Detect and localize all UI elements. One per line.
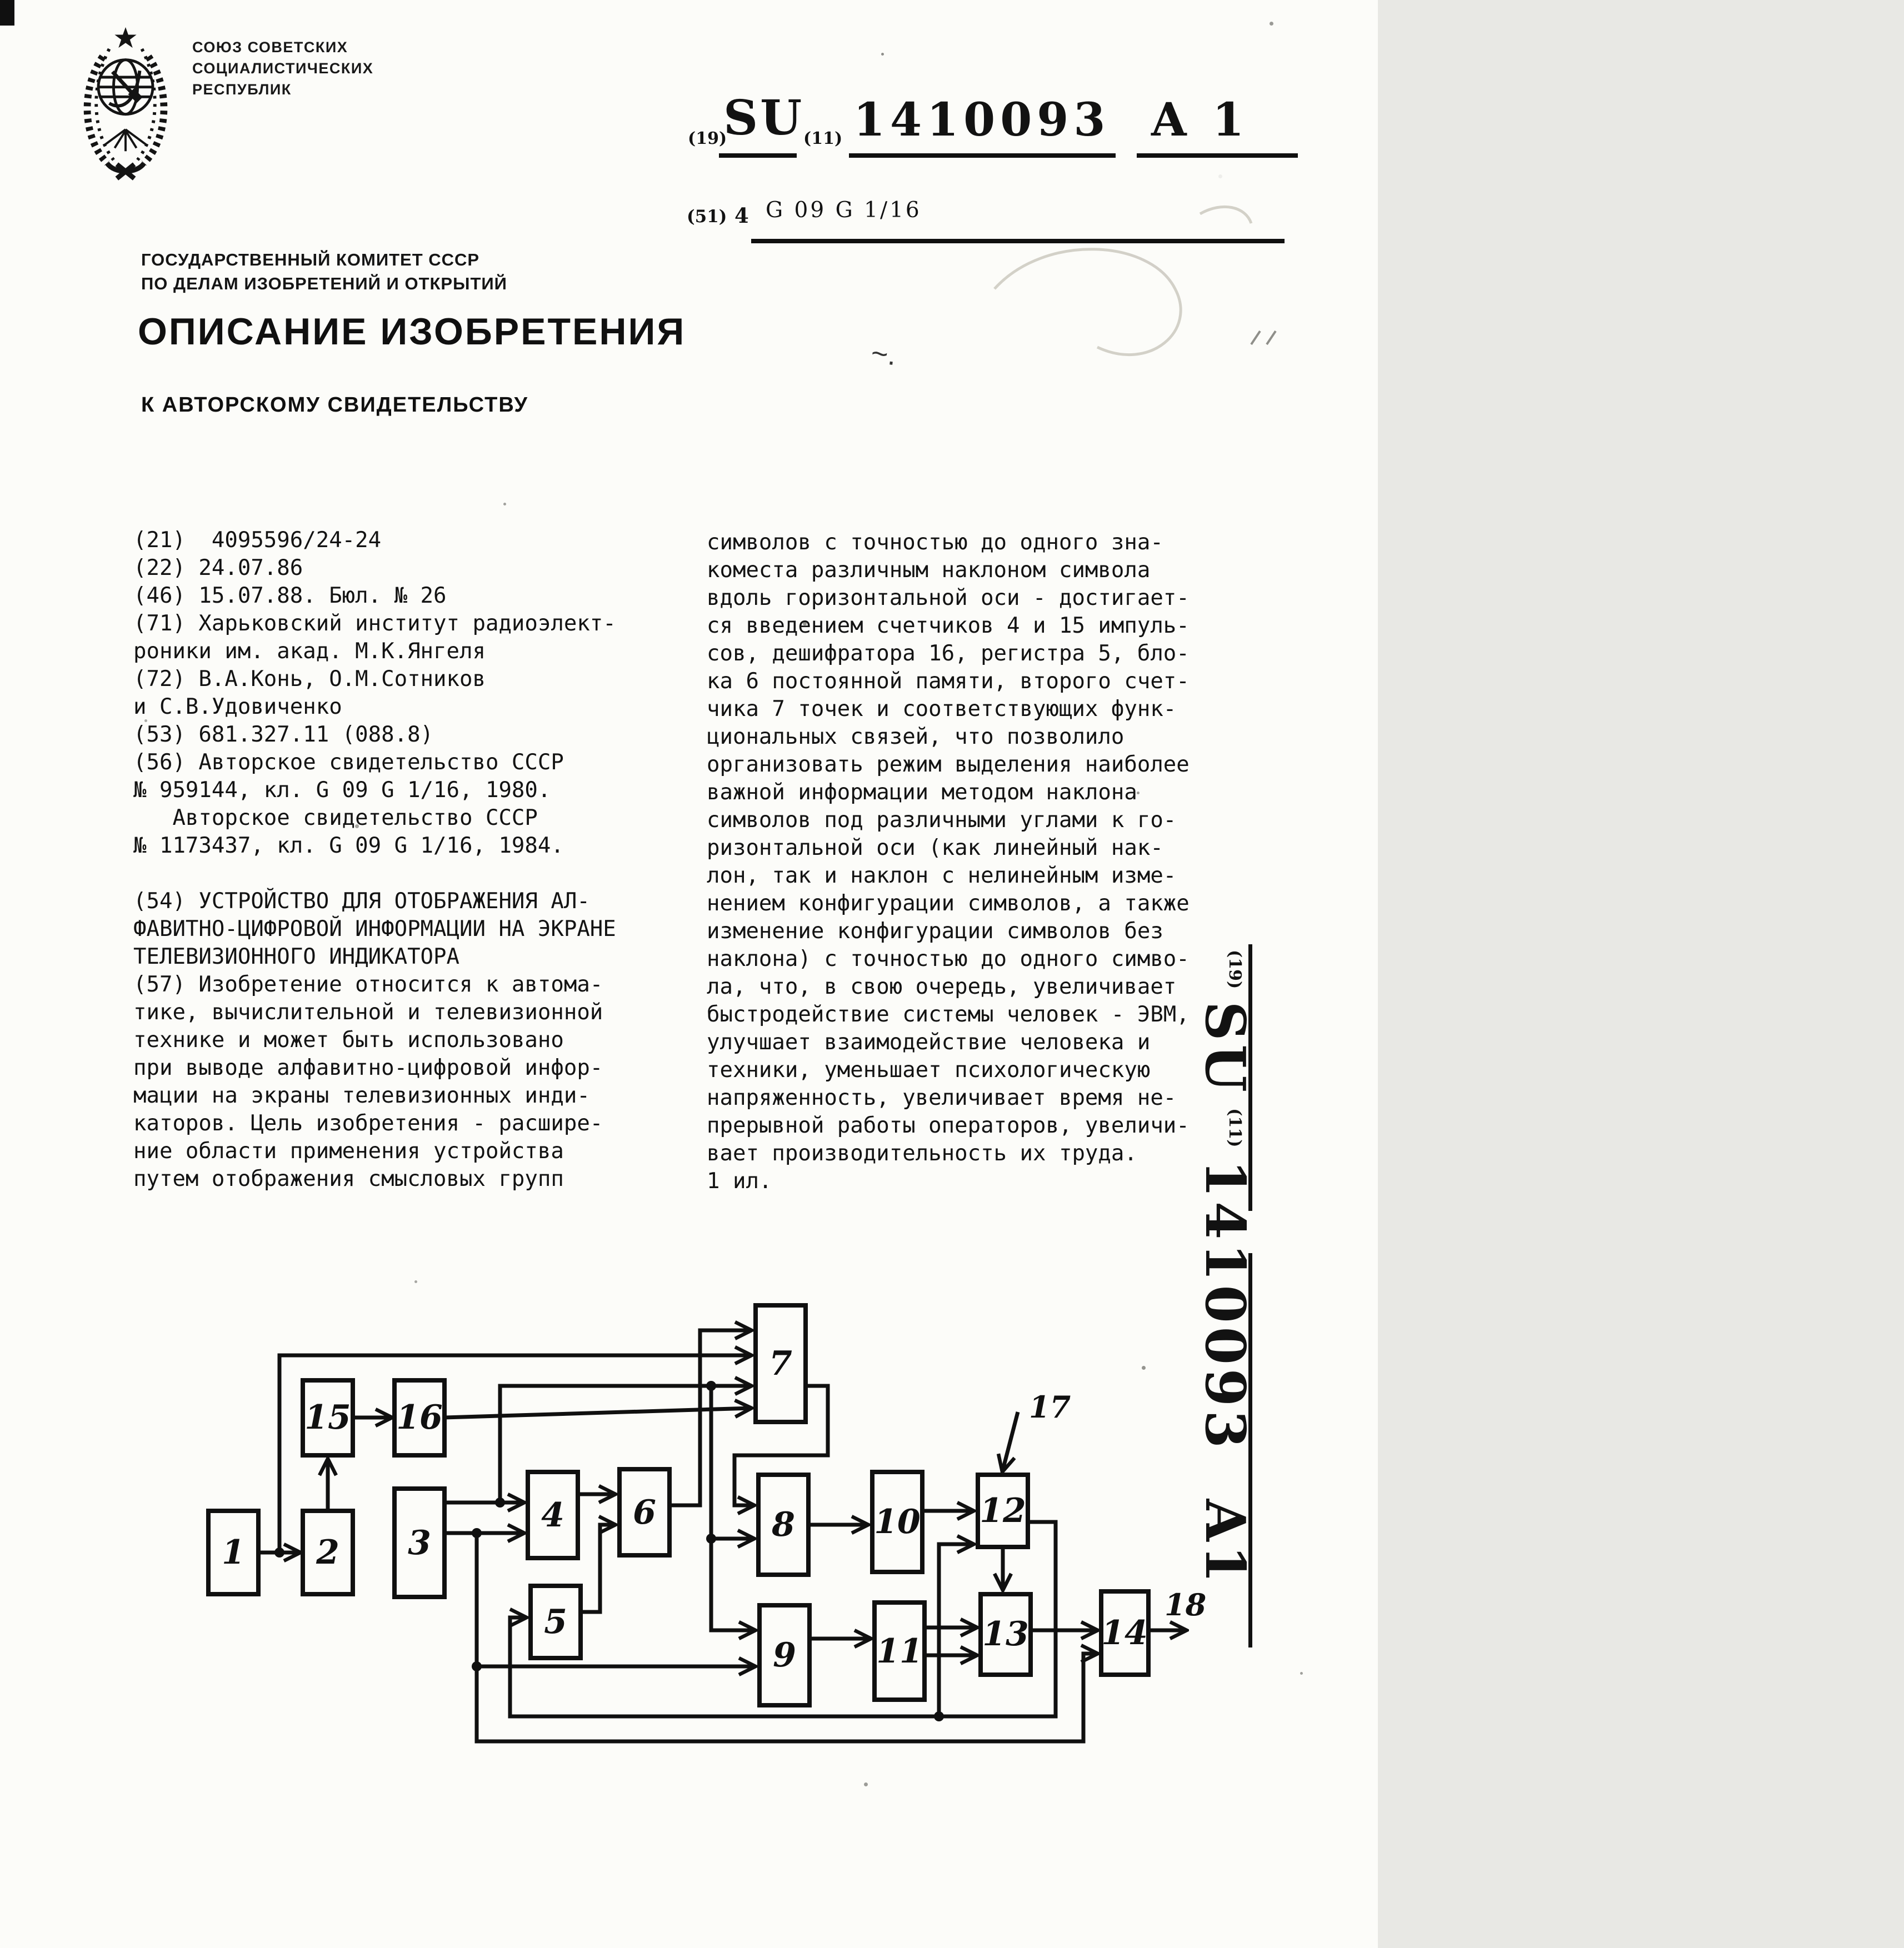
svg-text:8: 8 xyxy=(772,1505,795,1544)
ipc-class: G 09 G 1/16 xyxy=(766,198,922,223)
text-line: ТЕЛЕВИЗИОННОГО ИНДИКАТОРА xyxy=(133,944,459,969)
text-line xyxy=(133,860,689,888)
text-line: лон, так и наклон с нелинейным изме- xyxy=(707,863,1177,888)
svg-text:13: 13 xyxy=(982,1615,1029,1654)
block-12 xyxy=(978,1475,1028,1547)
text-line: ПО ДЕЛАМ ИЗОБРЕТЕНИЙ И ОТКРЫТИЙ xyxy=(141,274,507,293)
sidebar-number: 1410093 xyxy=(1193,1159,1257,1453)
underline-number xyxy=(849,153,1116,158)
block-6 xyxy=(619,1469,669,1555)
text-line: (72) В.А.Конь, О.М.Сотников xyxy=(133,667,486,692)
text-line: СОЦИАЛИСТИЧЕСКИХ xyxy=(192,60,374,77)
text-line: напряженность, увеличивает время не- xyxy=(707,1085,1177,1110)
doc-kind-code: A 1 xyxy=(1151,93,1250,147)
block-7 xyxy=(756,1305,806,1422)
svg-text:3: 3 xyxy=(408,1524,431,1563)
text-line: быстродействие системы человек - ЭВМ, xyxy=(707,1002,1190,1027)
text-line: изменение конфигурации символов без xyxy=(707,919,1163,944)
scan-corner-artifact xyxy=(0,0,14,26)
svg-text:4: 4 xyxy=(541,1496,564,1535)
text-line: прерывной работы операторов, увеличи- xyxy=(707,1113,1190,1138)
text-line: ГОСУДАРСТВЕННЫЙ КОМИТЕТ СССР xyxy=(141,250,480,269)
right-column-text xyxy=(707,529,1262,1195)
wire-input-17 xyxy=(1002,1412,1018,1472)
ussr-emblem-icon xyxy=(71,21,180,188)
block-9 xyxy=(759,1605,809,1705)
svg-text:11: 11 xyxy=(876,1632,923,1671)
svg-text:5: 5 xyxy=(544,1603,567,1641)
block-4 xyxy=(528,1472,578,1558)
text-line: ла, что, в свою очередь, увеличивает xyxy=(707,974,1177,999)
text-line: при выводе алфавитно-цифровой инфор- xyxy=(133,1055,603,1080)
text-line: (71) Харьковский институт радиоэлект- xyxy=(133,611,616,636)
sidebar-code-19: (19) xyxy=(1225,950,1245,989)
text-line: № 959144, кл. G 09 G 1/16, 1980. xyxy=(133,778,551,803)
text-line: ние области применения устройства xyxy=(133,1139,564,1164)
text-line: вдоль горизонтальной оси - достигает- xyxy=(707,585,1190,610)
svg-text:7: 7 xyxy=(769,1344,792,1383)
text-line: важной информации методом наклона xyxy=(707,780,1137,805)
wire-5-6 xyxy=(581,1525,616,1612)
wire-16-7 xyxy=(444,1408,752,1418)
block-1 xyxy=(208,1511,258,1594)
junction-dots xyxy=(274,1381,944,1721)
text-line: технике и может быть использовано xyxy=(133,1028,564,1053)
block-13 xyxy=(981,1594,1031,1675)
text-line: циональных связей, что позволило xyxy=(707,724,1125,749)
text-line: ризонтальной оси (как линейный нак- xyxy=(707,835,1163,860)
sidebar-su: SU xyxy=(1193,1001,1257,1096)
text-line: мации на экраны телевизионных инди- xyxy=(133,1083,590,1108)
text-line: (22) 24.07.86 xyxy=(133,555,303,580)
svg-text:15: 15 xyxy=(304,1398,351,1437)
svg-text:2: 2 xyxy=(316,1533,339,1572)
scan-scribble-marks xyxy=(911,161,1333,461)
handwritten-tilde-mark: ~. xyxy=(869,337,898,372)
text-line: тике, вычислительной и телевизионной xyxy=(133,1000,603,1025)
text-line: и С.В.Удовиченко xyxy=(133,694,342,719)
svg-text:6: 6 xyxy=(633,1493,656,1532)
text-line: ФАВИТНО-ЦИФРОВОЙ ИНФОРМАЦИИ НА ЭКРАНЕ xyxy=(133,917,616,942)
text-line: символов под различными углами к го- xyxy=(707,808,1177,833)
doc-su-code: SU xyxy=(723,90,804,146)
text-line: улучшает взаимодействие человека и xyxy=(707,1030,1151,1055)
doc-number: 1410093 xyxy=(853,93,1111,147)
sidebar-kind: A1 xyxy=(1193,1499,1257,1587)
committee-name xyxy=(141,248,507,296)
block-16 xyxy=(394,1380,444,1455)
text-line: (57) Изобретение относится к автома- xyxy=(133,972,603,997)
underline-kind xyxy=(1137,153,1298,158)
block-15 xyxy=(303,1380,353,1455)
text-line: (46) 15.07.88. Бюл. № 26 xyxy=(133,583,447,608)
text-line: 1 ил. xyxy=(707,1169,772,1194)
document-title: ОПИСАНИЕ ИЗОБРЕТЕНИЯ xyxy=(138,311,686,353)
text-line: № 1173437, кл. G 09 G 1/16, 1984. xyxy=(133,833,564,858)
diagram-output-label: 18 xyxy=(1165,1587,1207,1623)
text-line: СОЮЗ СОВЕТСКИХ xyxy=(192,39,348,56)
wire-feedback-12 xyxy=(939,1544,974,1716)
svg-text:16: 16 xyxy=(396,1398,443,1437)
wire-bus-9 xyxy=(711,1539,756,1630)
text-line: РЕСПУБЛИК xyxy=(192,81,292,98)
text-line: Авторское свидетельство СССР xyxy=(133,805,538,830)
text-line: вает производительность их труда. xyxy=(707,1141,1137,1166)
text-line: организовать режим выделения наиболее xyxy=(707,752,1190,777)
svg-text:1: 1 xyxy=(222,1533,245,1572)
text-line: наклона) с точностью до одного симво- xyxy=(707,947,1190,972)
block-5 xyxy=(531,1586,581,1658)
country-name xyxy=(192,37,373,100)
text-line: каторов. Цель изобретения - расшире- xyxy=(133,1111,603,1136)
block-diagram xyxy=(144,1272,1207,1750)
text-line: символов с точностью до одного зна- xyxy=(707,530,1163,555)
block-8 xyxy=(758,1475,808,1575)
block-14 xyxy=(1101,1591,1148,1675)
code-51-label: (51) xyxy=(687,207,727,227)
diagram-input-label: 17 xyxy=(1029,1389,1071,1425)
text-line: роники им. акад. М.К.Янгеля xyxy=(133,639,486,664)
block-2 xyxy=(303,1511,353,1594)
text-line: ка 6 постоянной памяти, второго счет- xyxy=(707,669,1190,694)
text-line: чика 7 точек и соответствующих функ- xyxy=(707,697,1177,722)
block-11 xyxy=(874,1603,924,1700)
code-11-label: (11) xyxy=(803,129,843,148)
left-column-text xyxy=(133,527,689,1193)
scan-noise xyxy=(881,53,884,56)
svg-text:9: 9 xyxy=(773,1636,796,1675)
sidebar-code-11: (11) xyxy=(1225,1108,1245,1148)
document-subtitle: К АВТОРСКОМУ СВИДЕТЕЛЬСТВУ xyxy=(141,393,528,417)
svg-text:10: 10 xyxy=(874,1503,921,1541)
text-line: ся введением счетчиков 4 и 15 импуль- xyxy=(707,613,1190,638)
code-19-label: (19) xyxy=(688,129,727,148)
text-line: сов, дешифратора 16, регистра 5, бло- xyxy=(707,641,1190,666)
ipc-edition: 4 xyxy=(734,203,749,228)
text-line: путем отображения смысловых групп xyxy=(133,1166,564,1191)
block-10 xyxy=(872,1472,922,1572)
text-line: (21) 4095596/24-24 xyxy=(133,528,382,553)
block-3 xyxy=(394,1489,444,1597)
text-line: (56) Авторское свидетельство СССР xyxy=(133,750,564,775)
svg-text:12: 12 xyxy=(980,1491,1026,1530)
text-line: коместа различным наклоном символа xyxy=(707,558,1151,583)
svg-text:14: 14 xyxy=(1101,1614,1148,1652)
sidebar-doc-number xyxy=(1193,940,1368,1662)
underline-su xyxy=(719,153,797,158)
text-line: (54) УСТРОЙСТВО ДЛЯ ОТОБРАЖЕНИЯ АЛ- xyxy=(133,889,590,914)
text-line: (53) 681.327.11 (088.8) xyxy=(133,722,434,747)
text-line: нением конфигурации символов, а также xyxy=(707,891,1190,916)
text-line: техники, уменьшает психологическую xyxy=(707,1058,1151,1083)
